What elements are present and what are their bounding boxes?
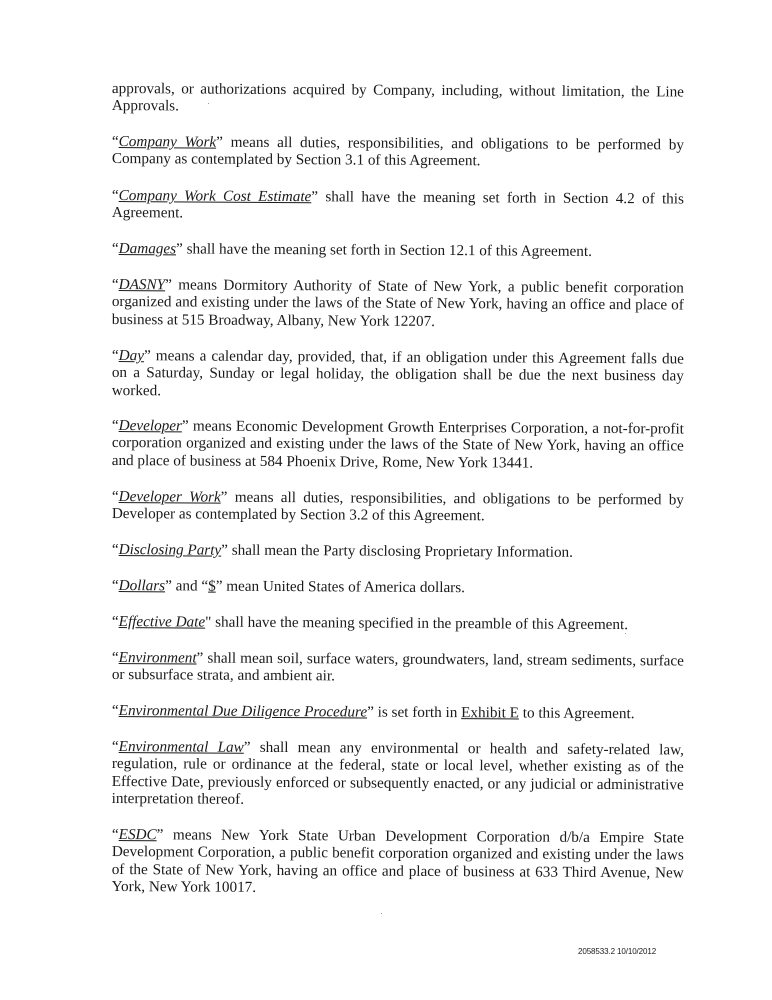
definition-text: “ (111, 186, 119, 204)
scan-speck (208, 103, 209, 104)
defined-term: ESDC (118, 826, 157, 844)
document-footer-id: 2058533.2 10/10/2012 (578, 947, 657, 956)
definition-text: “ (111, 346, 119, 364)
definition-text: ” means all duties, responsibilities, and obligations to be performed by Company as contemplated by Section 3.1 of this Agreement. (111, 133, 684, 170)
definition-paragraph (112, 702, 684, 723)
defined-term: Effective Date (118, 613, 206, 631)
definition-text: ” means a calendar day, provided, that, if an obligation under this Agreement falls due on a Saturday, Sunday or legal holiday, the obligation shall be due the next business day worked. (111, 346, 684, 399)
definition-paragraph (112, 276, 684, 332)
definition-text: ” shall have the meaning set forth in Section 4.2 of this Agreement. (111, 187, 684, 222)
defined-term: Damages (118, 239, 177, 258)
definition-text: ” mean United States of America dollars. (215, 577, 466, 597)
definition-paragraph (112, 240, 684, 261)
definition-text: ” means New York State Urban Development Corporation d/b/a Empire State Development Corporation, a public benefit corporation organized and existing under the laws of the State of New York, having an office and place of business at 633 Third Avenue, New York, New York 10017. (111, 826, 684, 897)
definition-paragraph (112, 80, 684, 118)
definition-text: ” means Dormitory Authority of State of New York, a public benefit corporation organized and existing under the laws of the State of New York, having an office and place of business at 515 Broadway, Albany, New York 12207. (111, 276, 684, 330)
definition-paragraph (112, 738, 684, 811)
definition-text: “ (111, 541, 119, 559)
definition-text: ” is set forth in (367, 703, 462, 722)
definition-paragraph (112, 488, 684, 526)
definition-text: “ (111, 649, 119, 667)
scan-speck (381, 913, 382, 914)
definition-text: “ (111, 275, 119, 293)
defined-term: Disclosing Party (118, 541, 222, 559)
definition-text: “ (111, 417, 119, 435)
definition-paragraph (112, 613, 684, 634)
definition-text: “ (111, 488, 119, 506)
definition-paragraph (112, 541, 684, 562)
definition-text: “ (111, 133, 119, 151)
definition-text: ” means Economic Development Growth Enterprises Corporation, a not-for-profit corporation organized and existing under the laws of the State of New York, having an office and place of business at 584 Phoenix Drive, Rome, New York 13441. (111, 417, 684, 472)
definition-paragraph (112, 187, 684, 225)
defined-term: Developer (118, 417, 182, 435)
defined-term: Environmental Due Diligence Procedure (118, 702, 368, 721)
defined-term: Day (118, 346, 145, 364)
definition-paragraph (112, 417, 684, 473)
definition-paragraph (112, 577, 684, 598)
defined-term: Developer Work (118, 488, 221, 506)
defined-term: Company Work Cost Estimate (118, 186, 312, 205)
definition-text: “ (111, 826, 119, 844)
definition-text: ” shall mean any environmental or health and safety-related law, regulation, rule or ordinance at the federal, state or local level, whether existing as of the Effective Date, previously enforced or subsequently enacted, or any judicial or administrative interpretation thereof. (111, 739, 684, 809)
definition-text: " shall have the meaning specified in the preamble of this Agreement. (205, 613, 629, 634)
defined-term: Environmental Law (118, 738, 244, 757)
defined-term: Company Work (118, 133, 217, 151)
defined-term: Environment (118, 649, 197, 667)
definition-paragraph (112, 347, 684, 403)
definition-text: ” shall mean soil, surface waters, groundwaters, land, stream sediments, surface or subsurface strata, and ambient air. (111, 649, 684, 685)
definitions-section (112, 80, 684, 915)
definition-text: “ (111, 738, 119, 756)
defined-term: Dollars (118, 577, 166, 595)
definition-paragraph (112, 649, 684, 687)
definition-text: “ (111, 577, 119, 595)
definition-text: to this Agreement. (518, 704, 635, 723)
defined-term: DASNY (118, 275, 166, 294)
definition-text: “ (111, 239, 119, 257)
scan-speck (625, 633, 626, 634)
definition-paragraph (112, 133, 684, 171)
underlined-reference: Exhibit E (461, 704, 520, 722)
definition-paragraph (112, 826, 684, 899)
definition-text: ” shall have the meaning set forth in Section 12.1 of this Agreement. (176, 240, 592, 260)
definition-text: approvals, or authorizations acquired by Company, including, without limitation, the Line Approvals. (111, 80, 684, 115)
definition-text: ” shall mean the Party disclosing Proprietary Information. (221, 541, 574, 562)
definition-text: ” and “ (165, 577, 209, 595)
definition-text: “ (111, 702, 119, 720)
definition-text: ” means all duties, responsibilities, and obligations to be performed by Developer as contemplated by Section 3.2 of this Agreement. (111, 488, 684, 525)
underlined-reference: $ (208, 577, 216, 595)
definition-text: “ (111, 613, 119, 631)
